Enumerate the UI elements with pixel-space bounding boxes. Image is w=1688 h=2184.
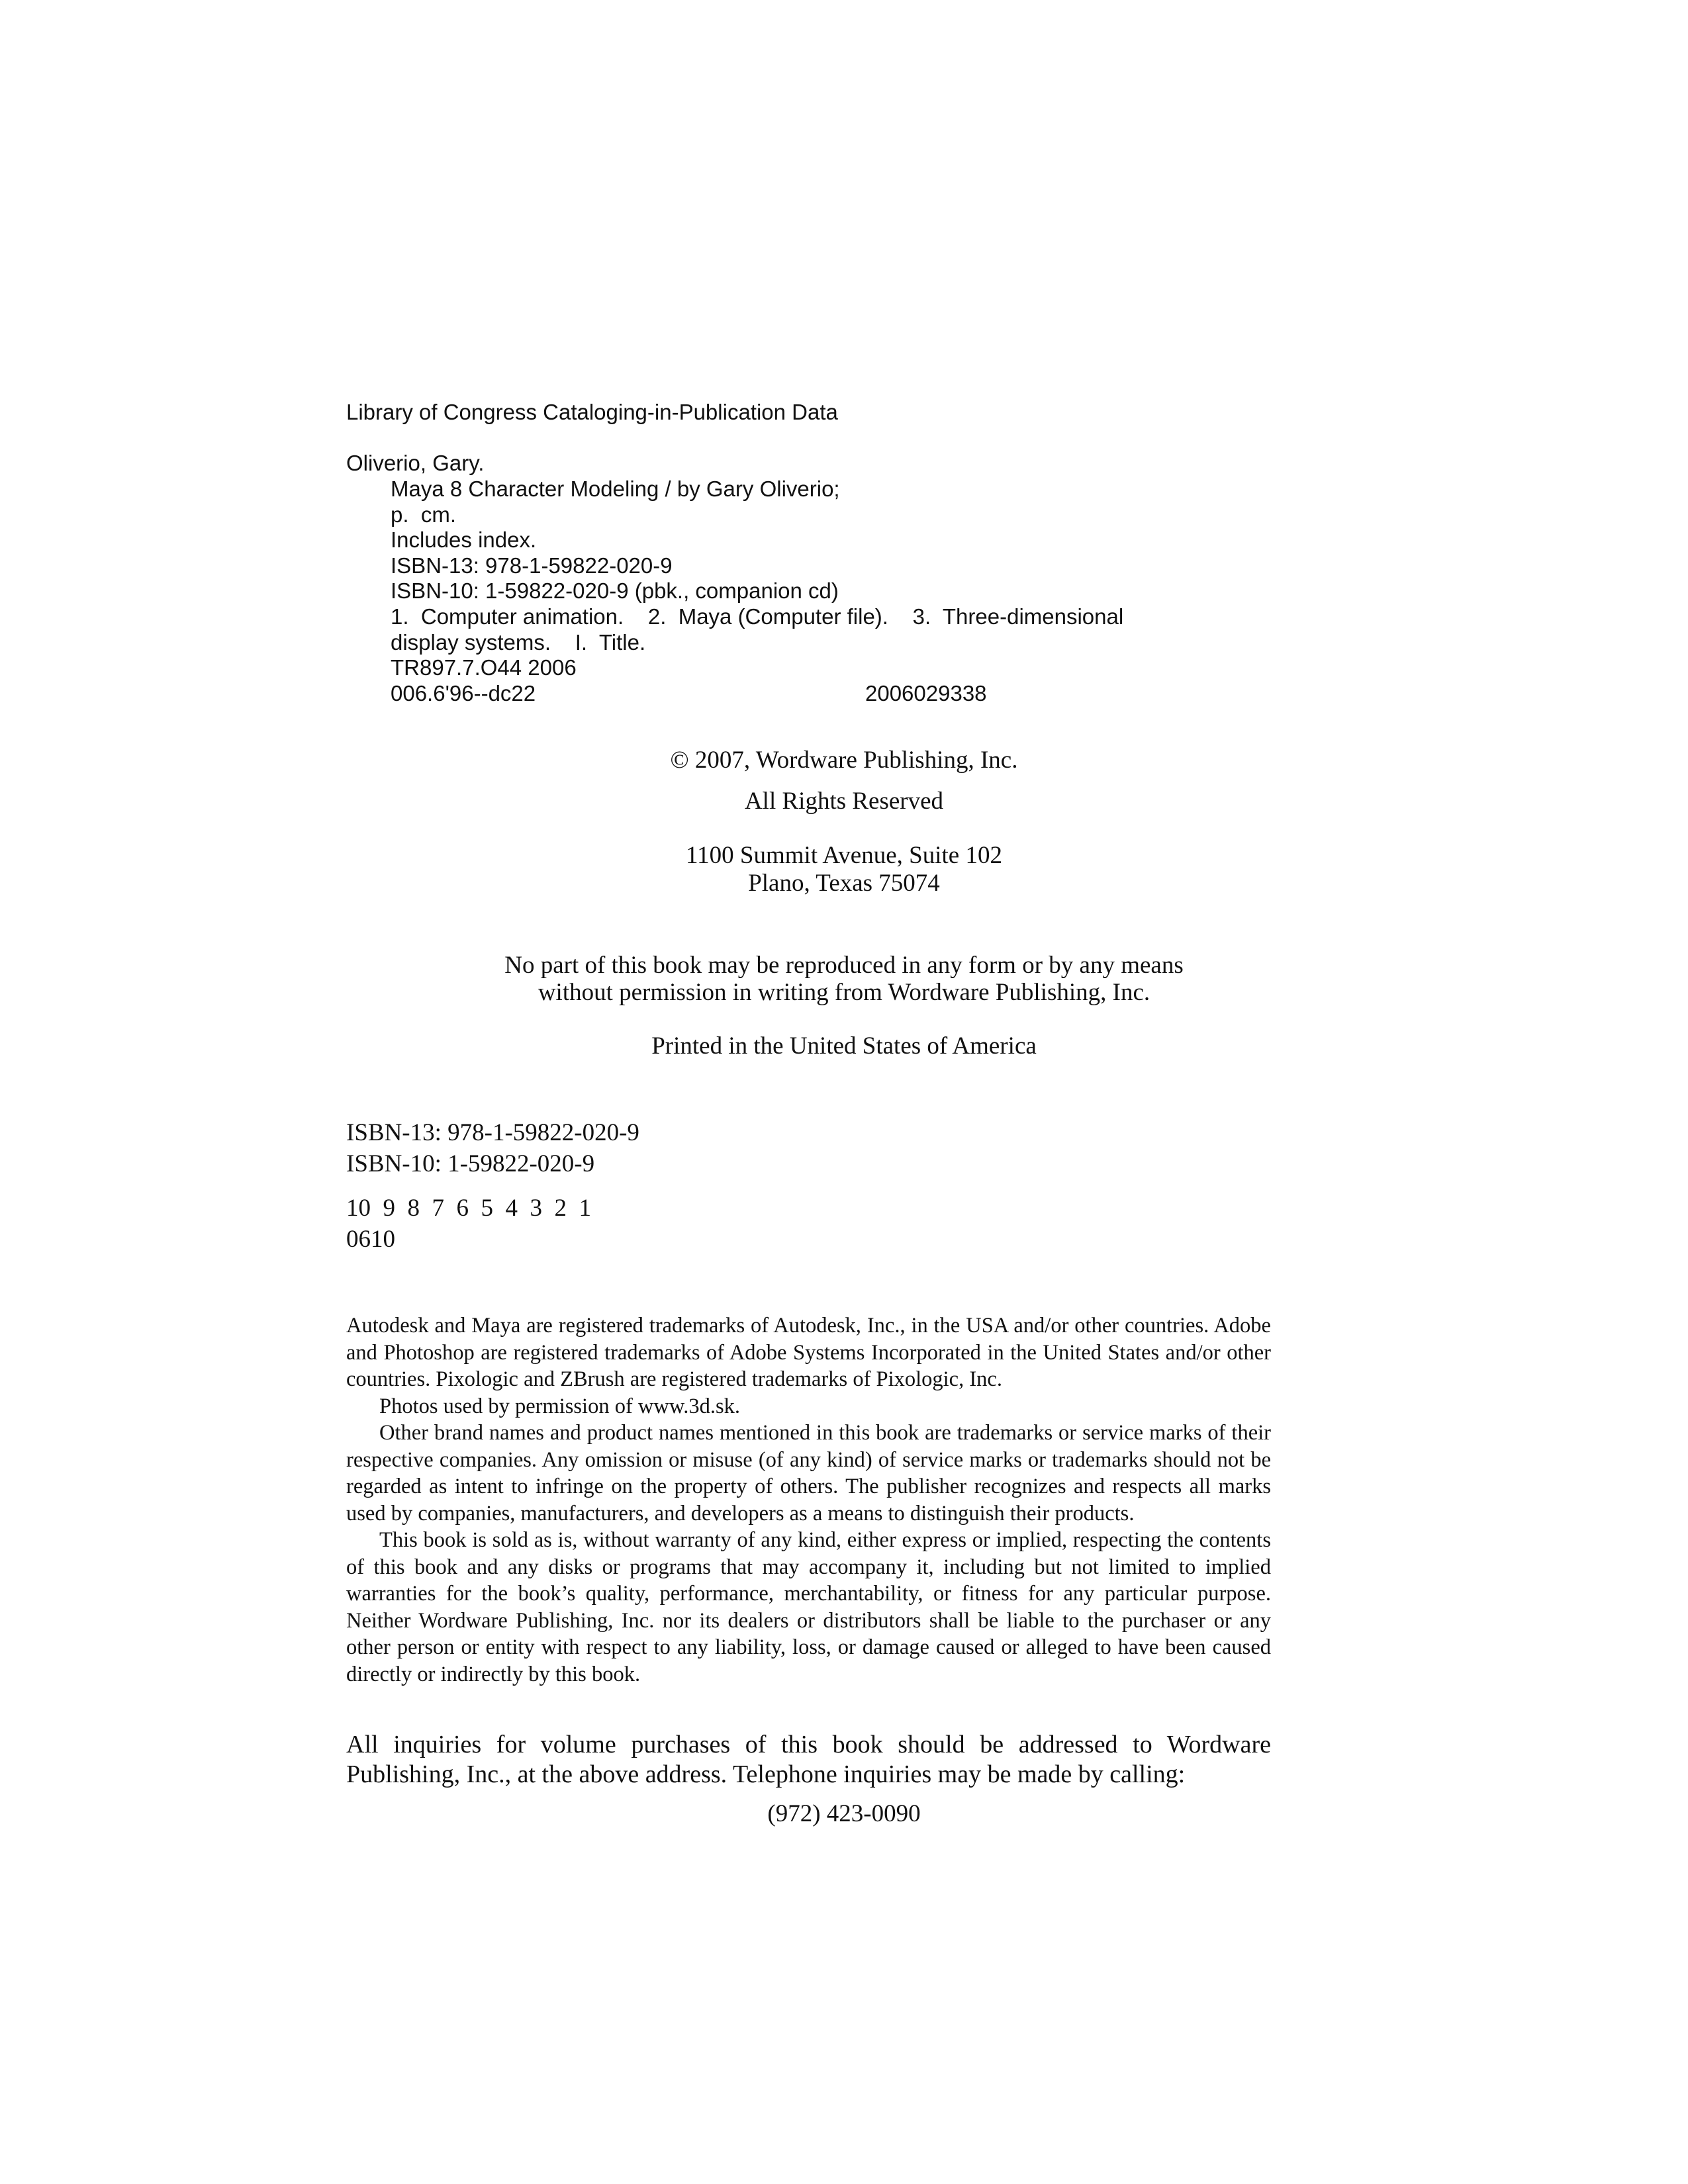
reproduction-notice-2: without permission in writing from Wordware Publishing, Inc. <box>538 979 1150 1006</box>
rights-reserved: All Rights Reserved <box>744 788 944 815</box>
legal-block <box>346 1312 1271 1688</box>
cip-call-number: TR897.7.O44 2006 <box>391 655 577 680</box>
trademarks-paragraph: Autodesk and Maya are registered trademarks of Autodesk, Inc., in the USA and/or other countries. Adobe and Photoshop are registered trademarks of Adobe Systems Incorporated in the United States and/or other countries. Pixologic and ZBrush are registered trademarks of Pixologic, Inc. <box>346 1314 1271 1391</box>
printing-line: 10 9 8 7 6 5 4 3 2 1 <box>346 1195 591 1222</box>
brands-paragraph: Other brand names and product names mentioned in this book are trademarks or service marks of their respective companies. Any omission or misuse (of any kind) of service marks or trademarks should not be regarded as intent to infringe on the property of others. The publisher recognizes and respects all marks used by companies, manufacturers, and developers as a means to distinguish their products. <box>346 1421 1271 1525</box>
cip-author: Oliverio, Gary. <box>346 451 485 475</box>
address-line-1: 1100 Summit Avenue, Suite 102 <box>686 842 1002 869</box>
reproduction-notice-1: No part of this book may be reproduced in any form or by any means <box>504 952 1184 979</box>
inquiry-block <box>346 1730 1271 1790</box>
copyright-line: © 2007, Wordware Publishing, Inc. <box>670 747 1018 774</box>
cip-isbn10: ISBN-10: 1-59822-020-9 (pbk., companion cd) <box>391 578 839 603</box>
cip-subjects-1: 1. Computer animation. 2. Maya (Computer file). 3. Three-dimensional <box>391 604 1124 629</box>
inquiry-text: All inquiries for volume purchases of this book should be addressed to Wordware Publishing, Inc., at the above address. Telephone inquiries may be made by calling: <box>346 1731 1271 1788</box>
cip-index: Includes index. <box>391 527 537 552</box>
printing-code: 0610 <box>346 1226 395 1253</box>
phone-number: (972) 423-0090 <box>767 1800 921 1827</box>
cip-header: Library of Congress Cataloging-in-Publication Data <box>346 400 838 424</box>
photos-paragraph: Photos used by permission of www.3d.sk. <box>379 1394 740 1418</box>
cip-isbn13: ISBN-13: 978-1-59822-020-9 <box>391 553 673 578</box>
cip-subjects-2: display systems. I. Title. <box>391 630 646 655</box>
cip-dewey: 006.6'96--dc22 <box>391 681 536 705</box>
cip-pages: p. cm. <box>391 502 457 527</box>
cip-title-line: Maya 8 Character Modeling / by Gary Oliverio; <box>391 477 840 501</box>
cip-lccn: 2006029338 <box>865 681 987 705</box>
warranty-paragraph: This book is sold as is, without warranty of any kind, either express or implied, respecting the contents of this book and any disks or programs that may accompany it, including but not limited to implied warranties for the book’s quality, performance, merchantability, or fitness for any particular purpose. Neither Wordware Publishing, Inc. nor its dealers or distributors shall be liable to the purchaser or any other person or entity with respect to any liability, loss, or damage caused or alleged to have been caused directly or indirectly by this book. <box>346 1528 1271 1686</box>
isbn10: ISBN-10: 1-59822-020-9 <box>346 1150 595 1177</box>
isbn13: ISBN-13: 978-1-59822-020-9 <box>346 1119 639 1146</box>
printed-in: Printed in the United States of America <box>651 1032 1037 1060</box>
address-line-2: Plano, Texas 75074 <box>748 870 940 897</box>
